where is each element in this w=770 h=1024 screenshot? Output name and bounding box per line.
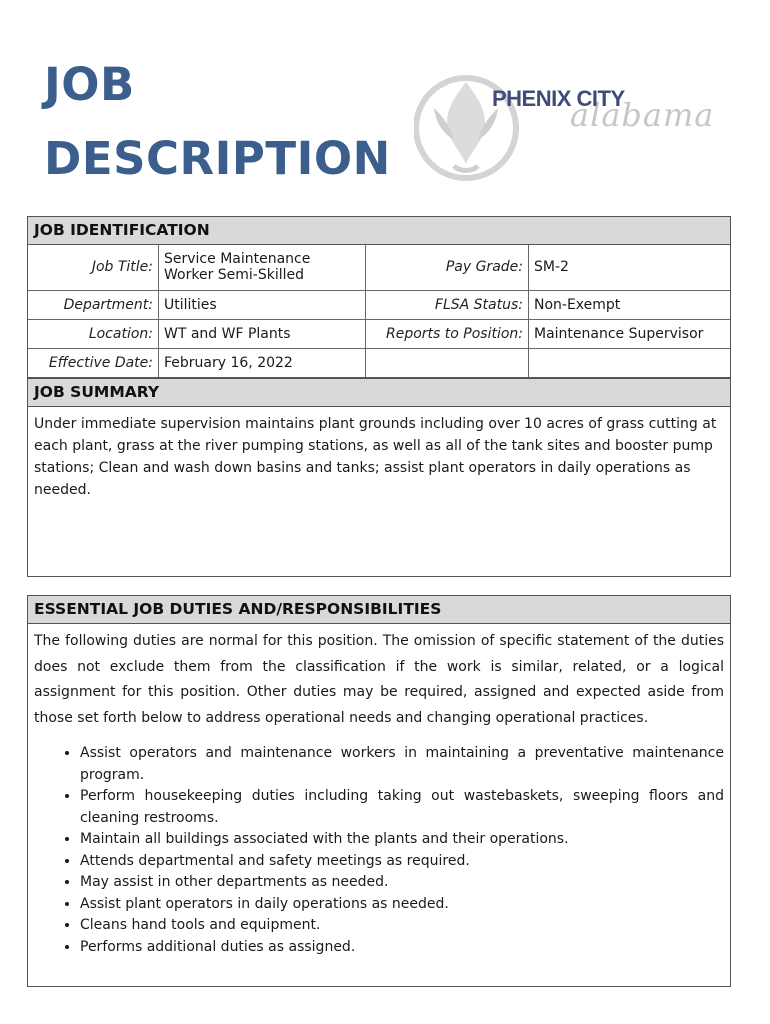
pay-grade-label: Pay Grade: [366,245,529,290]
list-item: • Perform housekeeping duties including taking out wastebaskets, sweeping floors and cleaning restrooms. [80,786,724,829]
list-item: • Assist operators and maintenance workers in maintaining a preventative maintenance program. [80,743,724,786]
pay-grade-value: SM-2 [529,245,731,290]
job-summary-section [27,378,731,577]
empty-cell [529,348,731,377]
department-label: Department: [28,290,159,319]
list-item: • May assist in other departments as needed. [80,872,724,894]
logo-state-text: alabama [570,96,715,134]
reports-to-value: Maintenance Supervisor [529,319,731,348]
effective-date-label: Effective Date: [28,348,159,377]
location-label: Location: [28,319,159,348]
list-item: • Attends departmental and safety meetings as required. [80,851,724,873]
job-identification-section [27,216,731,378]
job-summary-text: Under immediate supervision maintains plant grounds including over 10 acres of grass cutting at each plant, grass at the river pumping stations, as well as all of the tank sites and booster pump stations; Clean and wash down basins and tanks; assist plant operators in daily operations as needed. [34,416,717,498]
location-value: WT and WF Plants [159,319,366,348]
title-line-2: DESCRIPTION [44,132,391,185]
list-item: • Cleans hand tools and equipment. [80,915,724,937]
job-summary-heading: JOB SUMMARY [28,379,730,407]
flsa-status-value: Non-Exempt [529,290,731,319]
empty-cell [366,348,529,377]
job-identification-heading: JOB IDENTIFICATION [28,217,730,245]
document-title [44,48,391,196]
reports-to-label: Reports to Position: [366,319,529,348]
phenix-city-logo [414,68,715,192]
department-value: Utilities [159,290,366,319]
logo-city-text: PHENIX CITY [492,86,625,111]
duties-intro-text: The following duties are normal for this position. The omission of specific statement of the duties does not exclude them from the classification if the work is similar, related, or a logical assignment for this position. Other duties may be required, assigned and expected aside from those set forth below to address operational needs and changing operational practices. [34,633,724,726]
list-item: • Maintain all buildings associated with the plants and their operations. [80,829,724,851]
list-item: • Performs additional duties as assigned. [80,937,724,959]
essential-duties-section [27,595,731,987]
title-line-1: JOB [44,58,135,111]
job-title-value: Service Maintenance Worker Semi-Skilled [159,245,366,290]
list-item: • Assist plant operators in daily operations as needed. [80,894,724,916]
job-identification-table [28,245,730,377]
duties-list [28,743,730,958]
flsa-status-label: FLSA Status: [366,290,529,319]
essential-duties-heading: ESSENTIAL JOB DUTIES AND/RESPONSIBILITIES [28,596,730,624]
effective-date-value: February 16, 2022 [159,348,366,377]
job-title-label: Job Title: [28,245,159,290]
